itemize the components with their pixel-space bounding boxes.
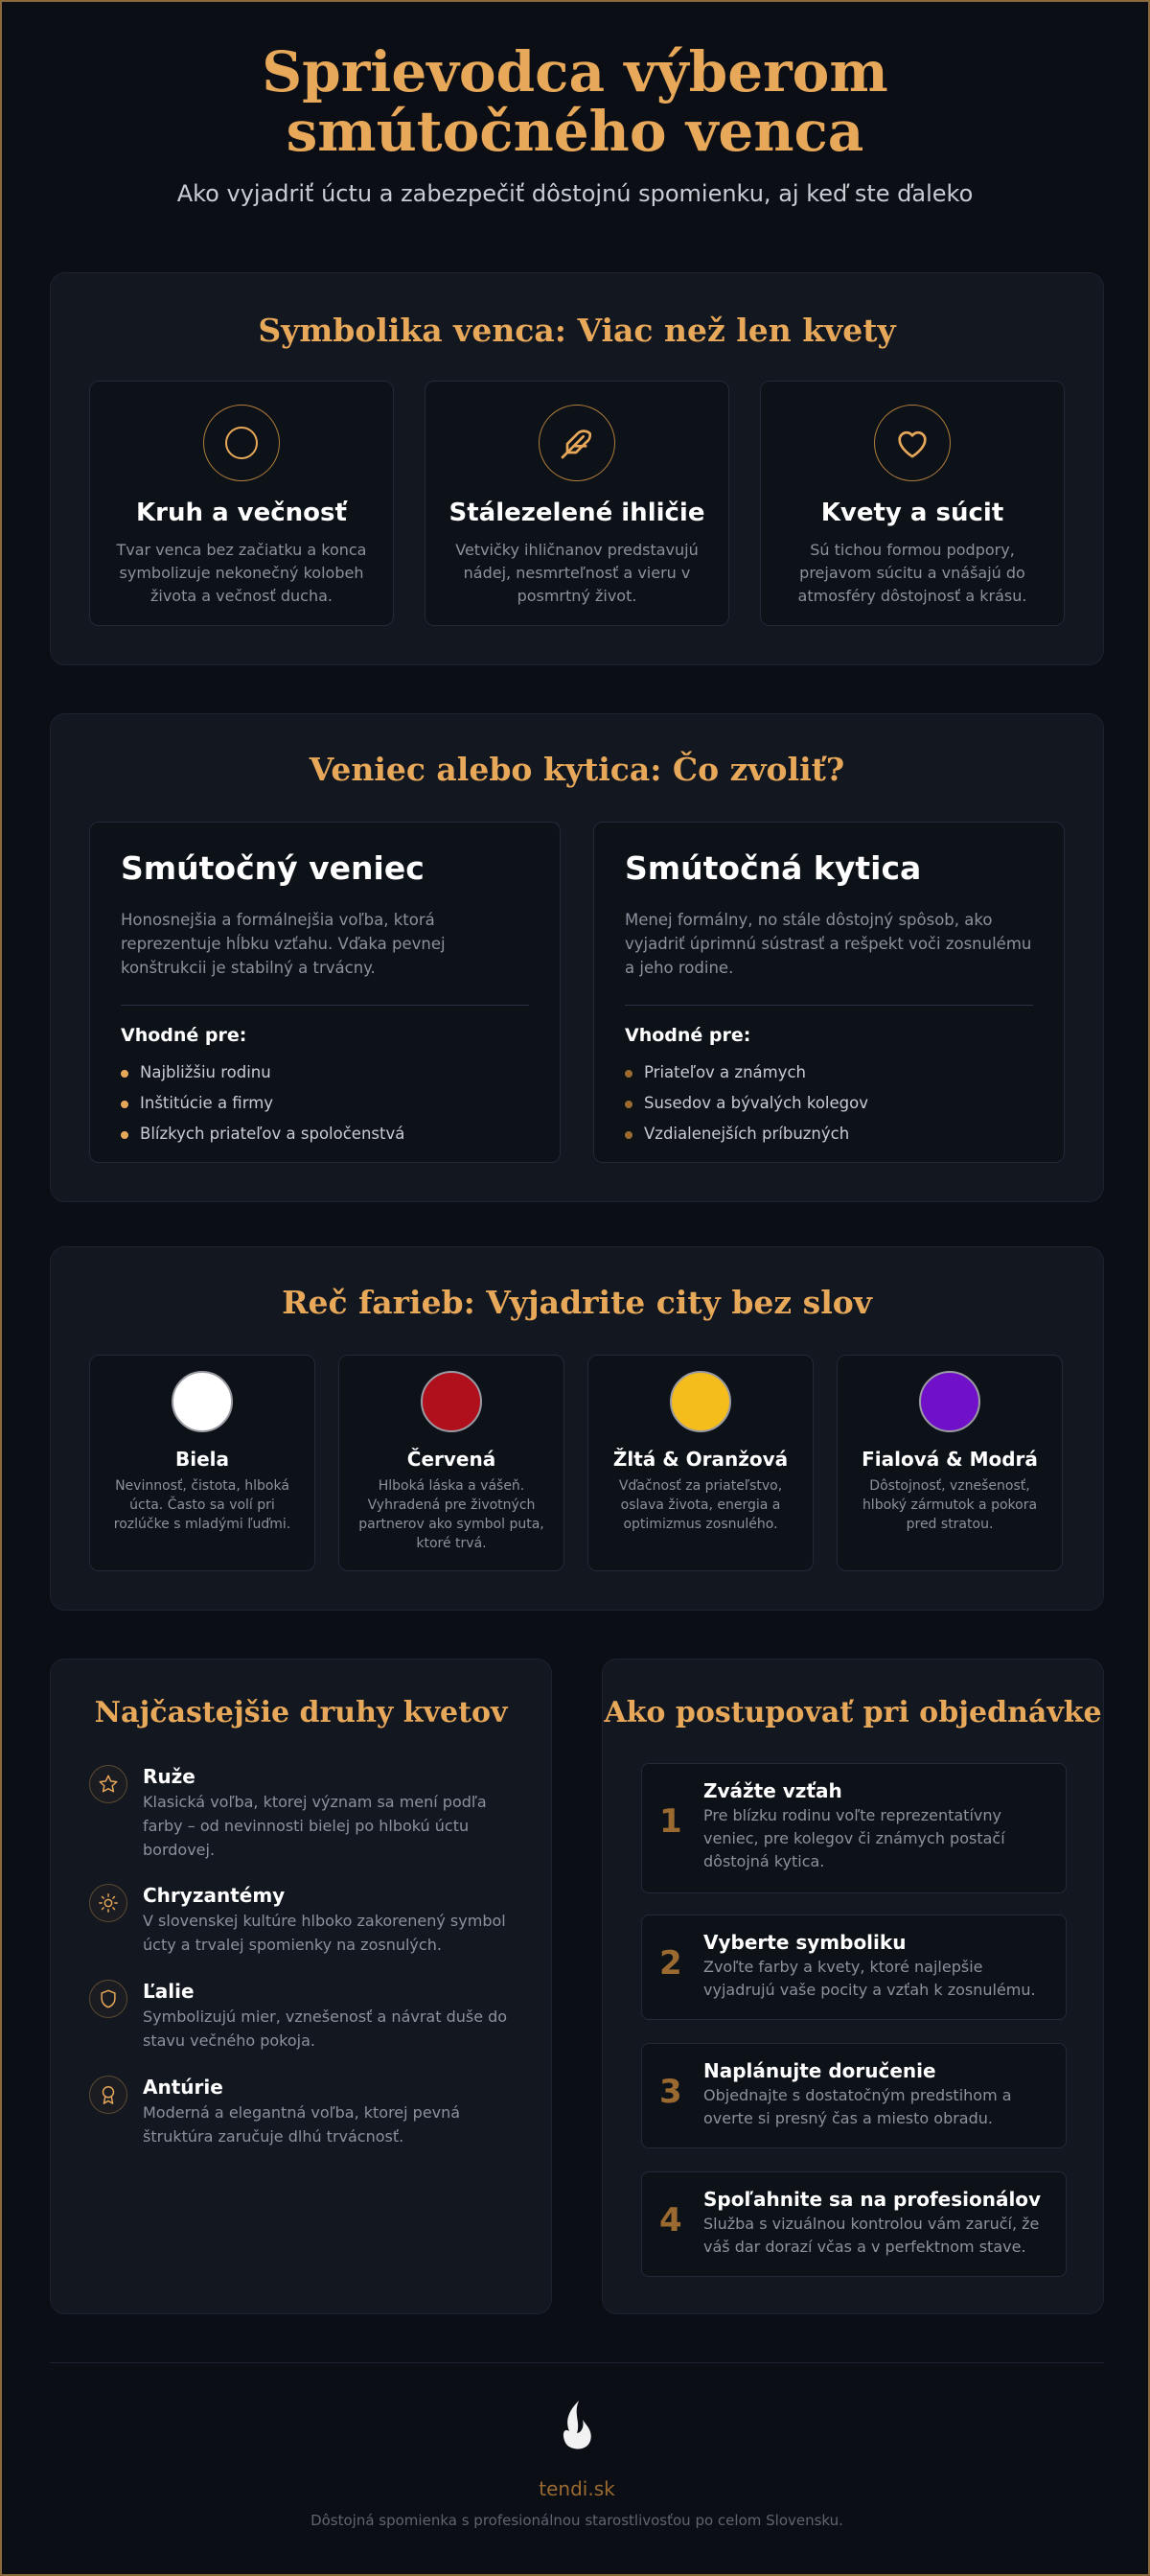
wreath-text: Honosnejšia a formálnejšia voľba, ktorá reprezentuje hĺbku vzťahu. Vďaka pevnej konštrukcii je stabilný a trvácny. (121, 911, 446, 977)
flower-text: Klasická voľba, ktorej význam sa mení podľa farby – od nevinnosti bielej po hlbokú úctu bordovej. (143, 1793, 487, 1859)
color-swatch (421, 1371, 482, 1432)
step-title: Spoľahnite sa na profesionálov (703, 2188, 1042, 2211)
colors-title: Reč farieb: Vyjadrite city bez slov (282, 1284, 872, 1321)
bouquet-text: Menej formálny, no stále dôstojný spôsob, ako vyjadriť úprimnú sústrasť a rešpekt voči zosnulému a jeho rodine. (625, 911, 1032, 977)
page-header (2, 2, 1148, 207)
color-swatch (172, 1371, 233, 1432)
flowers-section (50, 1659, 552, 2314)
bouquet-title: Smútočná kytica (625, 849, 922, 887)
footer-divider (50, 2362, 1104, 2363)
color-card-purple (837, 1355, 1063, 1571)
wreath-card (89, 822, 561, 1163)
list-item: Najbližšiu rodinu (121, 1057, 529, 1088)
step-title: Vyberte symboliku (703, 1931, 907, 1954)
bouquet-card (593, 822, 1065, 1163)
step-text: Služba s vizuálnou kontrolou vám zaručí, že váš dar dorazí včas a v perfektnom stave. (703, 2215, 1040, 2256)
symbolism-title: Symbolika venca: Viac než len kvety (258, 312, 896, 349)
list-item: Priateľov a známych (625, 1057, 1033, 1088)
flower-text: Moderná a elegantná voľba, ktorej pevná štruktúra zaručuje dlhú trvácnosť. (143, 2103, 461, 2146)
comparison-title: Veniec alebo kytica: Čo zvoliť? (309, 751, 845, 788)
color-name: Fialová & Modrá (862, 1448, 1038, 1471)
symbol-card-title: Stálezelené ihličie (448, 499, 705, 527)
symbol-card-evergreen (425, 381, 729, 626)
color-swatch (670, 1371, 731, 1432)
footer-tagline: Dôstojná spomienka s profesionálnou starostlivosťou po celom Slovensku. (310, 2512, 843, 2529)
step-text: Pre blízku rodinu voľte reprezentatívny veniec, pre kolegov či známych postačí dôstojná kytica. (703, 1806, 1005, 1870)
color-swatch (919, 1371, 980, 1432)
flower-text: Symbolizujú mier, vznešenosť a návrat duše do stavu večného pokoja. (143, 2007, 508, 2050)
symbol-card-text: Sú tichou formou podpory, prejavom súcitu a vnášajú do atmosféry dôstojnosť a krásu. (797, 541, 1027, 605)
comparison-section (50, 713, 1104, 1202)
flower-name: Ľalie (143, 1980, 195, 2003)
list-item: Vzdialenejších príbuzných (625, 1119, 1033, 1149)
star-icon (89, 1765, 127, 1803)
wreath-title: Smútočný veniec (121, 849, 425, 887)
symbolism-section (50, 272, 1104, 665)
color-text: Hlboká láska a vášeň. Vyhradená pre životných partnerov ako symbol puta, ktoré trvá. (358, 1478, 544, 1551)
step-number: 4 (659, 2201, 682, 2239)
wreath-suitable-label: Vhodné pre: (121, 1025, 247, 1046)
color-name: Biela (174, 1448, 229, 1471)
flowers-title: Najčastejšie druhy kvetov (94, 1696, 508, 1729)
color-card-red (338, 1355, 564, 1571)
color-card-yellow (587, 1355, 814, 1571)
step-title: Naplánujte doručenie (703, 2059, 936, 2082)
symbol-card-title: Kruh a večnosť (136, 499, 347, 527)
step-3 (641, 2043, 1067, 2148)
page-title: Sprievodca výberom smútočného venca (262, 39, 888, 164)
page-subtitle: Ako vyjadriť úctu a zabezpečiť dôstojnú spomienku, aj keď ste ďaleko (176, 180, 974, 207)
colors-section (50, 1246, 1104, 1611)
flower-text: V slovenskej kultúre hlboko zakorenený symbol úcty a trvalej spomienky na zosnulých. (143, 1912, 506, 1954)
step-title: Zvážte vzťah (703, 1779, 842, 1802)
flower-item-lilies (89, 1980, 530, 2053)
wreath-list (121, 1057, 529, 1149)
step-number: 2 (659, 1944, 682, 1983)
list-item: Blízkych priateľov a spoločenstvá (121, 1119, 529, 1149)
award-icon (89, 2076, 127, 2114)
symbol-card-circle (89, 381, 394, 626)
step-text: Zvoľte farby a kvety, ktoré najlepšie vyjadrujú vaše pocity a vzťah k zosnulému. (703, 1958, 1036, 1999)
steps-title: Ako postupovať pri objednávke (604, 1696, 1102, 1729)
symbol-card-text: Vetvičky ihličnanov predstavujú nádej, nesmrteľnosť a vieru v posmrtný život. (455, 541, 699, 605)
symbol-card-flowers (760, 381, 1065, 626)
flame-icon (2, 2399, 1150, 2456)
shield-icon (89, 1980, 127, 2018)
step-text: Objednajte s dostatočným predstihom a overte si presný čas a miesto obradu. (703, 2086, 1012, 2127)
flower-item-anthuriums (89, 2076, 530, 2148)
color-text: Nevinnosť, čistota, hlboká úcta. Často sa volí pri rozlúčke s mladými ľuďmi. (113, 1478, 291, 1532)
step-4 (641, 2171, 1067, 2277)
divider (625, 1005, 1033, 1006)
color-name: Žltá & Oranžová (612, 1448, 789, 1471)
list-item: Inštitúcie a firmy (121, 1088, 529, 1119)
step-number: 1 (659, 1802, 682, 1841)
sun-icon (89, 1884, 127, 1922)
step-2 (641, 1915, 1067, 2020)
flower-name: Ruže (143, 1765, 196, 1788)
color-card-white (89, 1355, 315, 1571)
symbol-card-text: Tvar venca bez začiatku a konca symbolizuje nekonečný kolobeh života a večnosť ducha. (116, 541, 367, 605)
flower-item-roses (89, 1765, 530, 1862)
footer-site[interactable]: tendi.sk (539, 2477, 615, 2500)
color-text: Dôstojnosť, vznešenosť, hlboký zármutok a pokora pred stratou. (862, 1478, 1038, 1532)
circle-icon (203, 405, 280, 481)
step-1 (641, 1763, 1067, 1893)
color-name: Červená (406, 1448, 496, 1471)
feather-icon (539, 405, 615, 481)
symbol-card-title: Kvety a súcit (820, 499, 1004, 527)
bouquet-list (625, 1057, 1033, 1149)
step-number: 3 (659, 2073, 682, 2111)
heart-icon (874, 405, 951, 481)
flower-item-chrysanthemums (89, 1884, 530, 1957)
steps-section (602, 1659, 1104, 2314)
flower-name: Chryzantémy (143, 1884, 286, 1907)
flower-name: Antúrie (143, 2076, 223, 2099)
bouquet-suitable-label: Vhodné pre: (625, 1025, 751, 1046)
color-text: Vďačnosť za priateľstvo, oslava života, energia a optimizmus zosnulého. (618, 1478, 783, 1532)
divider (121, 1005, 529, 1006)
list-item: Susedov a bývalých kolegov (625, 1088, 1033, 1119)
